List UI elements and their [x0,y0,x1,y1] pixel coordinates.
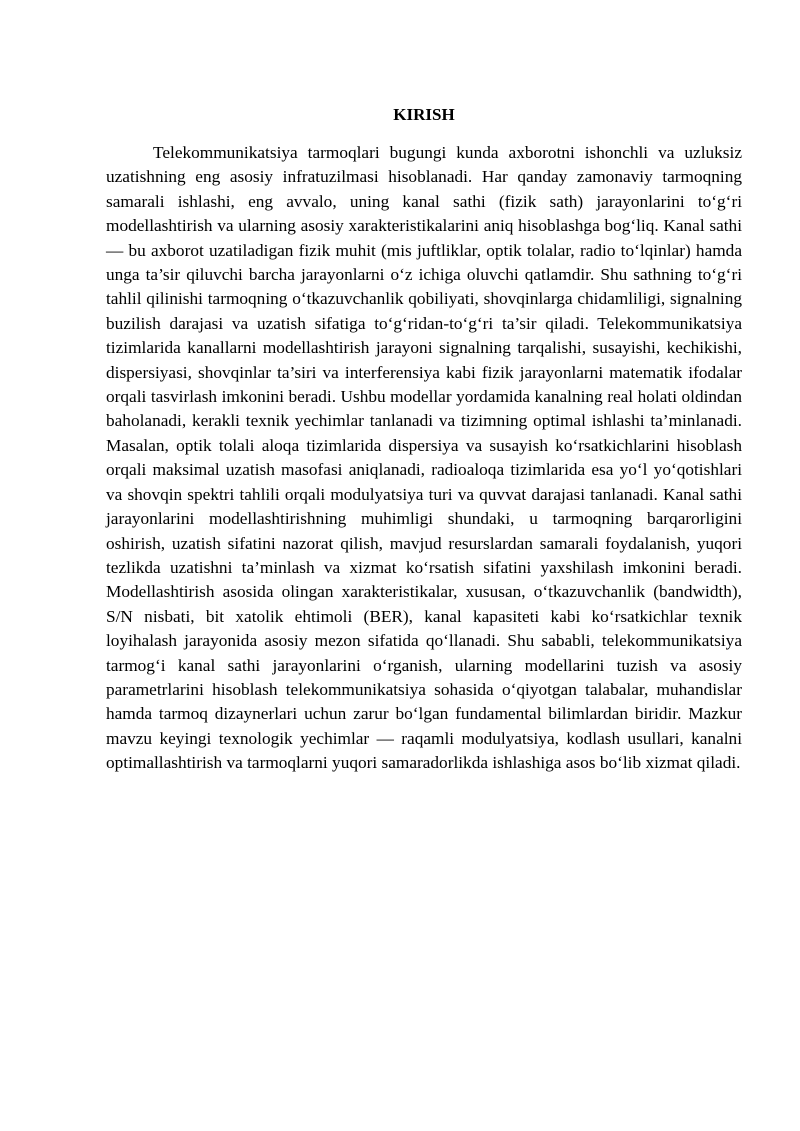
body-paragraph: Telekommunikatsiya tarmoqlari bugungi kunda axborotni ishonchli va uzluksiz uzatishning eng asosiy infratuzilmasi hisoblanadi. Har qanday zamonaviy tarmoqning samarali ishlashi, eng avvalo, uning kanal sathi (fizik sath) jarayonlarini to‘g‘ri modellashtirish va ularning asosiy xarakteristikalarini aniq hisoblashga bog‘liq. Kanal sathi — bu axborot uzatiladigan fizik muhit (mis juftliklar, optik tolalar, radio to‘lqinlar) hamda unga ta’sir qiluvchi barcha jarayonlarni o‘z ichiga oluvchi qatlamdir. Shu sathning to‘g‘ri tahlil qilinishi tarmoqning o‘tkazuvchanlik qobiliyati, shovqinlarga chidamliligi, signalning buzilish darajasi va uzatish sifatiga to‘g‘ridan-to‘g‘ri ta’sir qiladi. Telekommunikatsiya tizimlarida kanallarni modellashtirish jarayoni signalning tarqalishi, susayishi, kechikishi, dispersiyasi, shovqinlar ta’siri va interferensiya kabi fizik jarayonlarni matematik ifodalar orqali tasvirlash imkonini beradi. Ushbu modellar yordamida kanalning real holati oldindan baholanadi, kerakli texnik yechimlar tanlanadi va tizimning optimal ishlashi ta’minlanadi. Masalan, optik tolali aloqa tizimlarida dispersiya va susayish ko‘rsatkichlarini hisoblash orqali maksimal uzatish masofasi aniqlanadi, radioaloqa tizimlarida esa yo‘l yo‘qotishlari va shovqin spektri tahlili orqali modulyatsiya turi va quvvat darajasi tanlanadi. Kanal sathi jarayonlarini modellashtirishning muhimligi shundaki, u tarmoqning barqarorligini oshirish, uzatish sifatini nazorat qilish, mavjud resurslardan samarali foydalanish, yuqori tezlikda uzatishni ta’minlash va xizmat ko‘rsatish sifatini yaxshilash imkonini beradi. Modellashtirish asosida olingan xarakteristikalar, xususan, o‘tkazuvchanlik (bandwidth), S/N nisbati, bit xatolik ehtimoli (BER), kanal kapasiteti kabi ko‘rsatkichlar texnik loyihalash jarayonida asosiy mezon sifatida qo‘llanadi. Shu sababli, telekommunikatsiya tarmog‘i kanal sathi jarayonlarini o‘rganish, ularning modellarini tuzish va asosiy parametrlarini hisoblash telekommunikatsiya sohasida o‘qiyotgan talabalar, muhandislar hamda tarmoq dizaynerlari uchun zarur bo‘lgan fundamental bilimlardan biridir. Mazkur mavzu keyingi texnologik yechimlar — raqamli modulyatsiya, kodlash usullari, kanalni optimallashtirish va tarmoqlarni yuqori samaradorlikda ishlashiga asos bo‘lib xizmat qiladi. [106,143,742,773]
page-title: KIRISH [393,105,455,124]
